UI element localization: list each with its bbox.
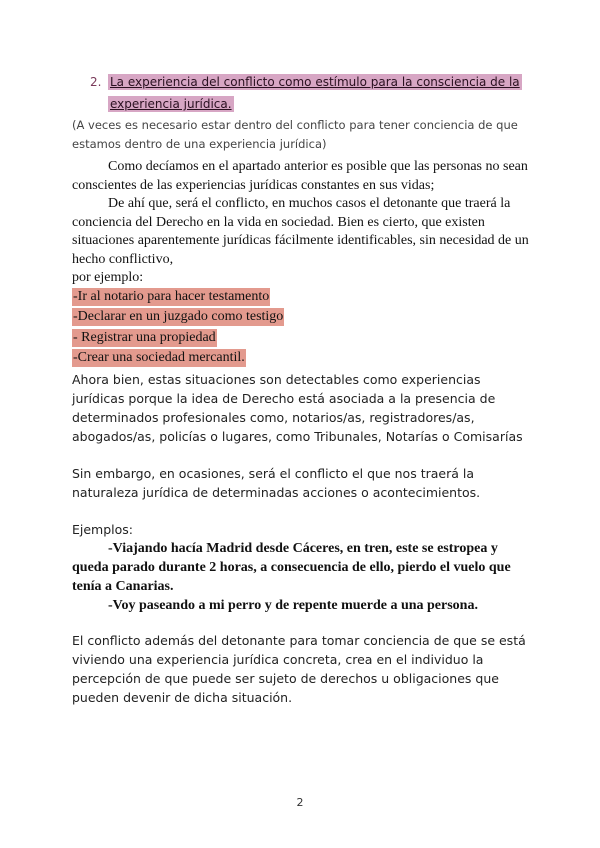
- paragraph-5: El conflicto además del detonante para tomar conciencia de que se está viviendo una experiencia jurídica concreta, crea en el individuo la percepción de que puede ser sujeto de derechos u obligaciones que pueden devenir de dicha situación.: [72, 632, 526, 705]
- main-body: [72, 158, 532, 707]
- section-note: (A veces es necesario estar dentro del conflicto para tener conciencia de que estamos dentro de una experiencia jurídica): [72, 118, 518, 151]
- example-2: -Voy paseando a mi perro y de repente muerde a una persona.: [108, 597, 478, 613]
- example-1: -Viajando hacía Madrid desde Cáceres, en tren, este se estropea y queda parado durante 2 horas, a consecuencia de ello, pierdo el vuelo que tenía a Canarias.: [72, 540, 511, 594]
- list-item: - Registrar una propiedad: [73, 329, 216, 345]
- paragraph-4: Sin embargo, en ocasiones, será el conflicto el que nos traerá la naturaleza jurídica de determinadas acciones o acontecimientos.: [72, 465, 481, 500]
- section-title-line2: experiencia jurídica.: [110, 97, 232, 111]
- list-item: -Declarar en un juzgado como testigo: [73, 309, 284, 324]
- paragraph-3: Ahora bien, estas situaciones son detectables como experiencias jurídicas porque la idea de Derecho está asociada a la presencia de determinados profesionales como, notarios/as, registradores/as, abogados/as, policías o lugares, como Tribunales, Notarías o Comisarías: [72, 371, 523, 444]
- for-example-label: por ejemplo:: [72, 270, 144, 285]
- paragraph-1: Como decíamos en el apartado anterior es posible que las personas no sean conscientes de las experiencias jurídicas constantes en sus vidas;: [72, 159, 528, 193]
- highlighted-list: [72, 288, 532, 368]
- list-item: -Crear una sociedad mercantil.: [73, 350, 245, 365]
- list-item: -Ir al notario para hacer testamento: [73, 288, 270, 304]
- section-number: 2.: [90, 75, 102, 89]
- examples-label: Ejemplos:: [72, 521, 134, 537]
- paragraph-2: De ahí que, será el conflicto, en muchos casos el detonante que traerá la conciencia del Derecho en la vida en sociedad. Bien es cierto, que existen situaciones aparentemente jurídicas fácilmente identificables, sin necesidad de un hecho conflictivo,: [72, 196, 529, 267]
- section-title-line1: La experiencia del conflicto como estímulo para la consciencia de la: [110, 75, 520, 89]
- page-number: 2: [296, 796, 304, 809]
